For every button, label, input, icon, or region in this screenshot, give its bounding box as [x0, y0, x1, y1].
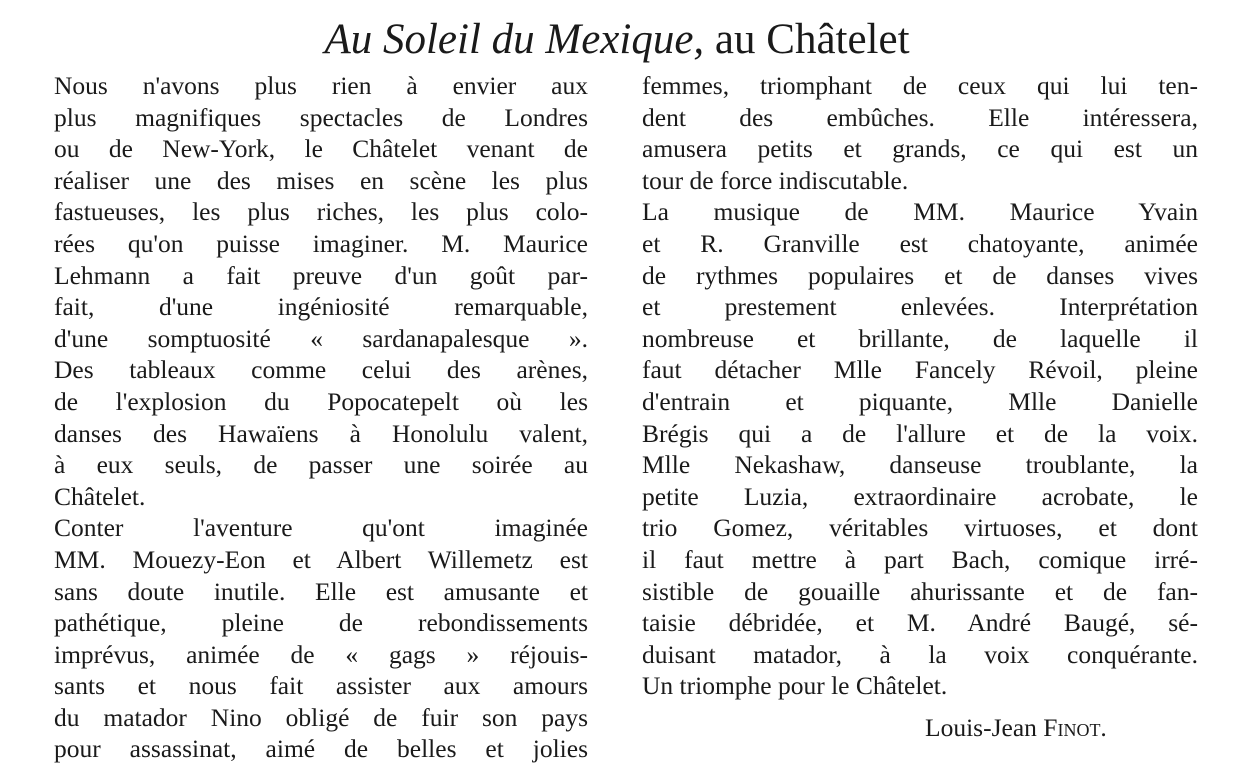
text-line: Nous n'avons plus rien à envier aux: [54, 71, 588, 100]
author-last-name: Finot.: [1043, 713, 1107, 742]
text-line: du matador Nino obligé de fuir son pays: [54, 702, 588, 732]
author-first-name: Louis-Jean: [925, 713, 1044, 742]
text-line: d'une somptuosité « sardanapalesque ».: [54, 323, 588, 353]
text-line: sistible de gouaille ahurissante et de fan-: [642, 576, 1198, 606]
left-column: [54, 70, 588, 765]
right-column: [642, 70, 1198, 702]
text-line: ou de New-York, le Châtelet venant de: [54, 134, 588, 164]
text-line: pour assassinat, aimé de belles et jolies: [54, 734, 588, 764]
text-line: dent des embûches. Elle intéressera,: [642, 102, 1198, 132]
text-line: La musique de MM. Maurice Yvain: [642, 197, 1198, 227]
text-line: Lehmann a fait preuve d'un goût par-: [54, 260, 588, 290]
text-line: plus magnifiques spectacles de Londres: [54, 102, 588, 132]
text-line: sans doute inutile. Elle est amusante et: [54, 576, 588, 606]
text-line: petite Luzia, extraordinaire acrobate, le: [642, 481, 1198, 511]
text-line: duisant matador, à la voix conquérante.: [642, 639, 1198, 669]
text-line: nombreuse et brillante, de laquelle il: [642, 323, 1198, 353]
text-line: faut détacher Mlle Fancely Révoil, pleine: [642, 355, 1198, 385]
text-line: réaliser une des mises en scène les plus: [54, 165, 588, 195]
text-line: imprévus, animée de « gags » réjouis-: [54, 639, 588, 669]
text-line: de rythmes populaires et de danses vives: [642, 260, 1198, 290]
text-line: Des tableaux comme celui des arènes,: [54, 355, 588, 385]
text-line: il faut mettre à part Bach, comique irré-: [642, 544, 1198, 574]
text-line: sants et nous fait assister aux amours: [54, 671, 588, 701]
text-line: Conter l'aventure qu'ont imaginée: [54, 513, 588, 543]
text-line: Un triomphe pour le Châtelet.: [642, 671, 948, 701]
text-line: et R. Granville est chatoyante, animée: [642, 228, 1198, 258]
article-title: [0, 12, 1234, 68]
text-line: femmes, triomphant de ceux qui lui ten-: [642, 71, 1198, 100]
article-title-italic: Au Soleil du Mexique,: [324, 16, 705, 63]
article-title-rest: au Châtelet: [704, 16, 910, 63]
text-line: rées qu'on puisse imaginer. M. Maurice: [54, 228, 588, 258]
text-line: taisie débridée, et M. André Baugé, sé-: [642, 608, 1198, 638]
text-line: tour de force indiscutable.: [642, 165, 909, 195]
text-line: trio Gomez, véritables virtuoses, et dont: [642, 513, 1198, 543]
text-line: danses des Hawaïens à Honolulu valent,: [54, 418, 588, 448]
author-signature: [925, 712, 1107, 744]
text-line: d'entrain et piquante, Mlle Danielle: [642, 386, 1198, 416]
text-line: et prestement enlevées. Interprétation: [642, 292, 1198, 322]
text-line: pathétique, pleine de rebondissements: [54, 608, 588, 638]
text-line: amusera petits et grands, ce qui est un: [642, 134, 1198, 164]
text-line: à eux seuls, de passer une soirée au: [54, 450, 588, 480]
text-line: fait, d'une ingéniosité remarquable,: [54, 292, 588, 322]
text-line: MM. Mouezy-Eon et Albert Willemetz est: [54, 544, 588, 574]
text-line: Châtelet.: [54, 481, 146, 511]
text-line: fastueuses, les plus riches, les plus colo-: [54, 197, 588, 227]
text-line: Mlle Nekashaw, danseuse troublante, la: [642, 450, 1198, 480]
text-line: de l'explosion du Popocatepelt où les: [54, 386, 588, 416]
text-line: Brégis qui a de l'allure et de la voix.: [642, 418, 1198, 448]
